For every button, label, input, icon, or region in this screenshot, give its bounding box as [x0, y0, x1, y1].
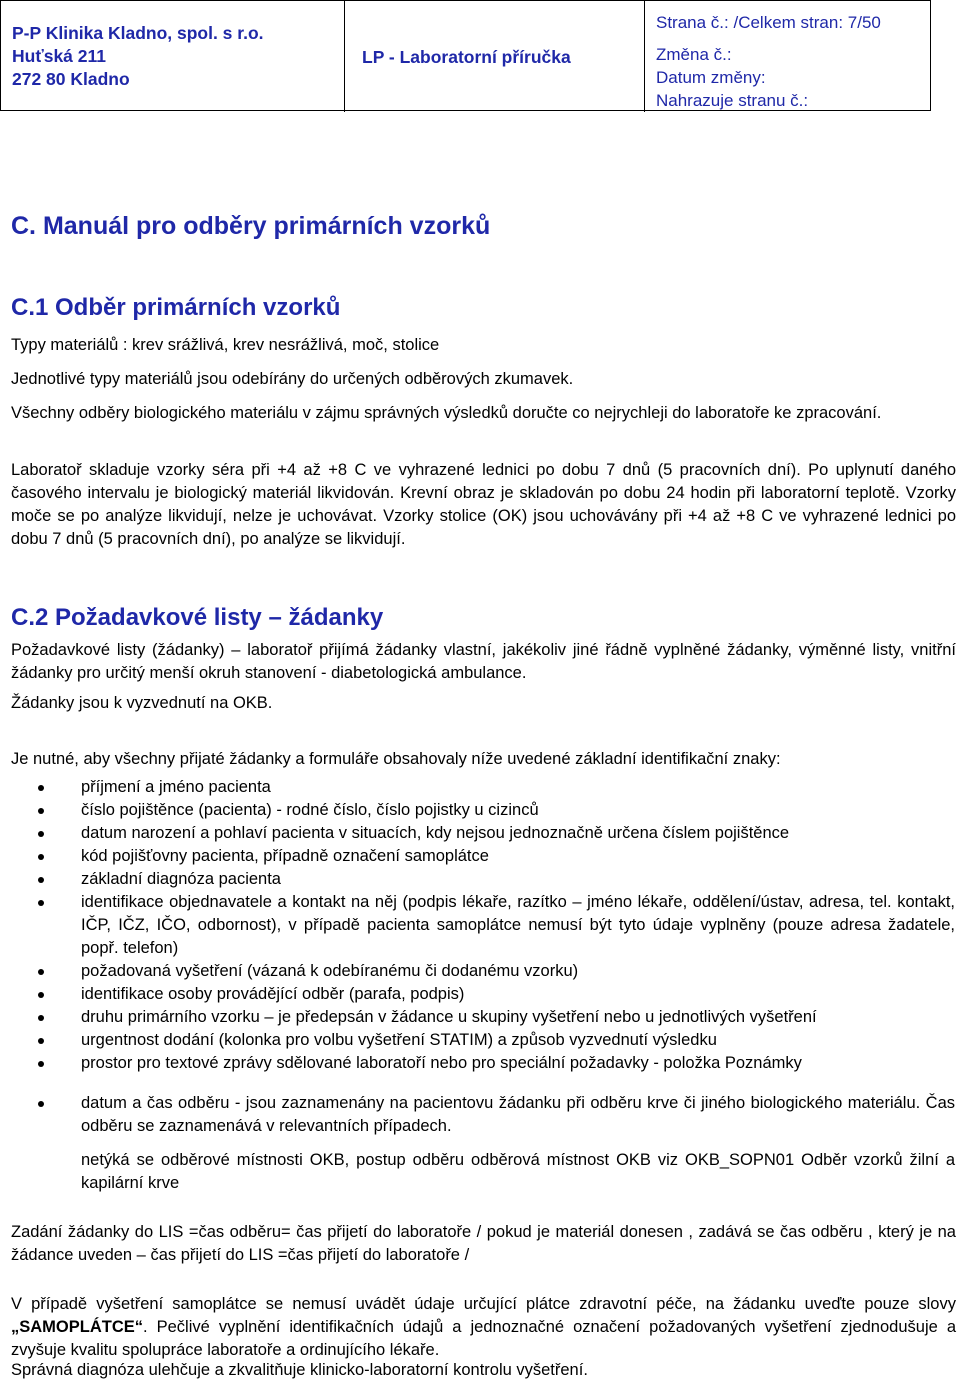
list-item: datum narození a pohlaví pacienta v situacích, kdy nejsou jednoznačně určena číslem pojištěnce	[0, 822, 955, 845]
bullet-icon	[38, 992, 44, 998]
requirements-intro: Je nutné, aby všechny přijaté žádanky a formuláře obsahovaly níže uvedené základní identifikační znaky:	[11, 750, 781, 768]
change-date: Datum změny:	[656, 68, 766, 87]
section-c-title: C. Manuál pro odběry primárních vzorků	[11, 212, 491, 240]
header-title-cell	[345, 1, 645, 112]
bullet-icon	[38, 831, 44, 837]
bullet-icon	[38, 785, 44, 791]
section-c1-title: C.1 Odběr primárních vzorků	[11, 294, 341, 321]
requests-pickup: Žádanky jsou k vyzvednutí na OKB.	[11, 694, 273, 712]
company-city: 272 80 Kladno	[12, 69, 130, 89]
bullet-icon	[38, 1061, 44, 1067]
diagnosis-text: Správná diagnóza ulehčuje a zkvalitňuje klinicko-laboratorní kontrolu vyšetření.	[11, 1361, 588, 1379]
list-item: identifikace objednavatele a kontakt na něj (podpis lékaře, razítko – jméno lékaře, oddělení/ústav, adresa, tel. kontakt, IČP, IČZ, IČO, odbornost), v případě pacienta samoplátce nemusí být tyto údaje vyplněny (pouze adresa žadatele, popř. telefon)	[0, 891, 955, 960]
identification-list	[0, 776, 960, 1075]
company-street: Huťská 211	[12, 46, 107, 66]
list-item: kód pojišťovny pacienta, případně označení samoplátce	[0, 845, 955, 868]
lis-entry-text: Zadání žádanky do LIS =čas odběru= čas přijetí do laboratoře / pokud je materiál donesen , zadává se čas odběru , který je na žádance uveden – čas přijetí do LIS =čas přijetí do laboratoře /	[11, 1223, 956, 1264]
list-item: požadovaná vyšetření (vázaná k odebíranému či dodanému vzorku)	[0, 960, 955, 983]
header-company-cell	[1, 1, 345, 112]
okb-note: netýká se odběrové místnosti OKB, postup odběru odběrová místnost OKB viz OKB_SOPN01 Odběr vzorků žilní a kapilární krve	[81, 1151, 955, 1192]
change-number: Změna č.:	[656, 45, 732, 64]
self-payer-keyword: „SAMOPLÁTCE“	[11, 1318, 143, 1336]
self-payer-text: V případě vyšetření samoplátce se nemusí uvádět údaje určující plátce zdravotní péče, na žádanku uveďte pouze slovy „SAMOPLÁTCE“. Pečlivé vyplnění identifikačních údajů a jednoznačné označení požadovaných vyšetření zjednodušuje a zvyšuje kvalitu spolupráce laboratoře a ordinujícího lékaře.	[11, 1295, 956, 1359]
list-item: prostor pro textové zprávy sdělované laboratoří nebo pro speciální požadavky - položka Poznámky	[0, 1052, 955, 1075]
bullet-icon	[38, 1038, 44, 1044]
list-item: druhu primárního vzorku – je předepsán v žádance u skupiny vyšetření nebo u jednotlivých vyšetření	[0, 1006, 955, 1029]
collection-tubes-text: Jednotlivé typy materiálů jsou odebírány do určených odběrových zkumavek.	[11, 370, 574, 388]
page-info: Strana č.: /Celkem stran: 7/50	[656, 13, 881, 32]
delivery-text: Všechny odběry biologického materiálu v zájmu správných výsledků doručte co nejrychleji do laboratoře ke zpracování.	[11, 404, 882, 422]
bullet-icon	[38, 900, 44, 906]
bullet-icon	[38, 1015, 44, 1021]
section-c2-title: C.2 Požadavkové listy – žádanky	[11, 604, 384, 631]
document-title: LP - Laboratorní příručka	[362, 47, 571, 67]
bullet-icon	[38, 969, 44, 975]
bullet-icon	[38, 1101, 44, 1107]
datetime-list	[0, 1092, 960, 1138]
company-name: P-P Klinika Kladno, spol. s r.o.	[12, 23, 264, 43]
requests-intro: Požadavkové listy (žádanky) – laboratoř přijímá žádanky vlastní, jakékoliv jiné řádně vyplněné žádanky, výměnné listy, vnitřní žádanky pro určitý menší okruh stanovení - diabetologická ambulance.	[11, 641, 956, 682]
storage-text: Laboratoř skladuje vzorky séra při +4 až +8 C ve vyhrazené lednici po dobu 7 dnů (5 pracovních dní). Po uplynutí daného časového intervalu je biologický materiál likvidován. Krevní obraz je skladován po dobu 24 hodin při laboratorní teplotě. Vzorky moče se po analýze likvidují, nelze je uchovávat. Vzorky stolice (OK) jsou uchovávány při +4 až +8 C ve vyhrazené lednici po dobu 7 dnů (5 pracovních dní), po analýze se likvidují.	[11, 461, 956, 548]
list-item: datum a čas odběru - jsou zaznamenány na pacientovu žádanku při odběru krve či jiného biologického materiálu. Čas odběru se zaznamenává v relevantních případech.	[0, 1092, 955, 1138]
header-meta-cell	[645, 1, 932, 112]
list-item: základní diagnóza pacienta	[0, 868, 955, 891]
list-item: urgentnost dodání (kolonka pro volbu vyšetření STATIM) a způsob vyzvednutí výsledku	[0, 1029, 955, 1052]
replaces-page: Nahrazuje stranu č.:	[656, 91, 809, 110]
material-types: Typy materiálů : krev srážlivá, krev nesrážlivá, moč, stolice	[11, 336, 440, 354]
list-item: příjmení a jméno pacienta	[0, 776, 955, 799]
bullet-icon	[38, 808, 44, 814]
bullet-icon	[38, 877, 44, 883]
document-header	[0, 0, 931, 111]
list-item: identifikace osoby provádějící odběr (parafa, podpis)	[0, 983, 955, 1006]
bullet-icon	[38, 854, 44, 860]
list-item: číslo pojištěnce (pacienta) - rodné číslo, číslo pojistky u cizinců	[0, 799, 955, 822]
